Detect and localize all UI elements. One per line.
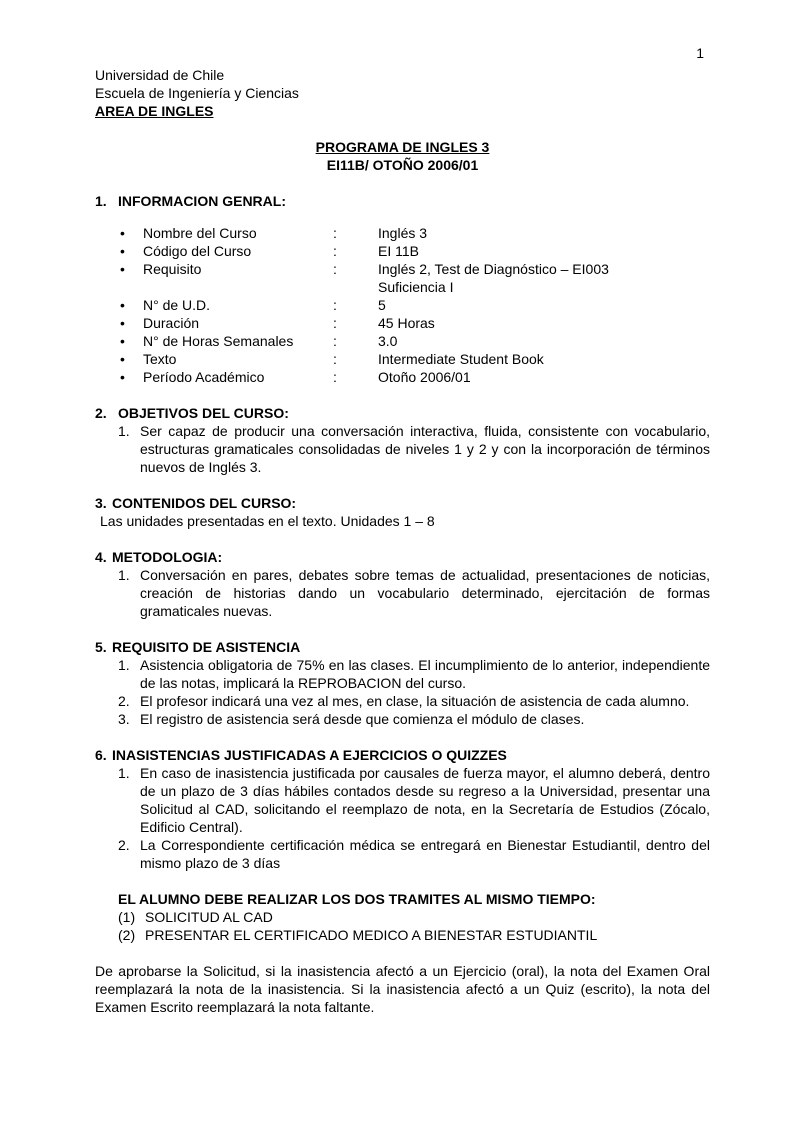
info-value-line1: Inglés 2, Test de Diagnóstico – EI003 [378, 261, 609, 277]
section-heading-text: REQUISITO DE ASISTENCIA [112, 639, 301, 655]
item-number: 1. [118, 765, 130, 781]
section-heading-text: METODOLOGIA: [112, 549, 223, 565]
institution-name: Universidad de Chile [95, 67, 225, 83]
section-requisito-asistencia [95, 638, 710, 728]
section-contenidos [95, 494, 710, 530]
section-heading [95, 404, 710, 422]
section-number: 1. [95, 193, 107, 209]
document-header [95, 66, 710, 120]
document-title [95, 138, 710, 174]
info-label: N° de Horas Semanales [143, 333, 294, 349]
section-number: 3. [95, 495, 107, 511]
school-name: Escuela de Ingeniería y Ciencias [95, 85, 299, 101]
bullet-icon [120, 242, 143, 260]
info-label: N° de U.D. [143, 297, 211, 313]
item-number: 3. [118, 711, 130, 727]
section-number: 4. [95, 549, 107, 565]
info-colon: : [333, 315, 337, 331]
info-label: Nombre del Curso [143, 225, 257, 241]
info-value: Inglés 3 [378, 225, 428, 241]
section-number: 2. [95, 405, 107, 421]
info-colon: : [333, 243, 337, 259]
section-heading-text: INFORMACION GENRAL: [118, 193, 286, 209]
section-items [95, 566, 710, 620]
bullet-icon [120, 314, 143, 332]
list-item [118, 836, 710, 872]
section-items [95, 422, 710, 476]
bullet-icon [120, 350, 143, 368]
list-item [118, 710, 710, 728]
section-number: 5. [95, 639, 107, 655]
section-number: 6. [95, 747, 107, 763]
item-text: En caso de inasistencia justificada por causales de fuerza mayor, el alumno deberá, dentro de un plazo de 3 días hábiles contados desde su regreso a la Universidad, presentar una Solicitud al CAD, solicitando el reemplazo de nota, en la Secretaría de Estudios (Zócalo, Edificio Central). [140, 765, 710, 835]
item-number: 1. [118, 423, 130, 439]
item-text: El registro de asistencia será desde que comienza el módulo de clases. [140, 711, 585, 727]
section-heading [95, 746, 710, 764]
list-item [118, 692, 710, 710]
list-item [118, 656, 710, 692]
item-number: 1. [118, 657, 130, 673]
info-row-nombre [95, 224, 710, 242]
closing-paragraph: De aprobarse la Solicitud, si la inasistencia afectó a un Ejercicio (oral), la nota del Examen Oral reemplazará la nota de la inasistencia. Si la inasistencia afectó a un Quiz (escrito), la nota del Examen Escrito reemplazará la nota faltante. [95, 963, 710, 1015]
section-heading-text: OBJETIVOS DEL CURSO: [118, 405, 289, 421]
info-row-horas-semanales [95, 332, 710, 350]
info-row-ud [95, 296, 710, 314]
item-number: 1. [118, 567, 130, 583]
tramites-block [118, 890, 710, 944]
list-item [118, 566, 710, 620]
info-row-duracion [95, 314, 710, 332]
info-colon: : [333, 261, 337, 277]
page-number: 1 [696, 45, 704, 61]
bullet-icon [120, 260, 143, 296]
item-number: (1) [118, 909, 136, 925]
item-number: 2. [118, 837, 130, 853]
item-text: Conversación en pares, debates sobre temas de actualidad, presentaciones de noticias, creación de historias dando un vocabulario determinado, ejercitación de formas gramaticales nuevas. [140, 567, 710, 619]
info-colon: : [333, 333, 337, 349]
section-heading [95, 638, 710, 656]
info-row-requisito [95, 260, 710, 296]
section-metodologia [95, 548, 710, 620]
item-text: PRESENTAR EL CERTIFICADO MEDICO A BIENESTAR ESTUDIANTIL [145, 927, 598, 943]
tramites-heading: EL ALUMNO DEBE REALIZAR LOS DOS TRAMITES AL MISMO TIEMPO: [118, 891, 596, 907]
info-label: Período Académico [143, 369, 265, 385]
item-number: (2) [118, 927, 136, 943]
section-items [95, 764, 710, 872]
item-text: El profesor indicará una vez al mes, en clase, la situación de asistencia de cada alumno. [140, 693, 690, 709]
info-value: 3.0 [378, 333, 398, 349]
section-inasistencias [95, 746, 710, 872]
info-label: Requisito [143, 261, 202, 277]
info-label: Texto [143, 351, 177, 367]
info-colon: : [333, 297, 337, 313]
info-row-codigo [95, 242, 710, 260]
section-heading [95, 192, 710, 210]
course-code-term: EI11B/ OTOÑO 2006/01 [326, 157, 479, 173]
list-item [118, 422, 710, 476]
bullet-icon [120, 296, 143, 314]
section-body: Las unidades presentadas en el texto. Unidades 1 – 8 [100, 513, 435, 529]
bullet-icon [120, 368, 143, 386]
section-informacion-general [95, 192, 710, 386]
info-label: Código del Curso [143, 243, 252, 259]
item-text: La Correspondiente certificación médica se entregará en Bienestar Estudiantil, dentro del mismo plazo de 3 días [140, 837, 710, 871]
info-value: Otoño 2006/01 [378, 369, 471, 385]
bullet-icon [120, 332, 143, 350]
course-title: PROGRAMA DE INGLES 3 [315, 139, 490, 155]
item-number: 2. [118, 693, 130, 709]
info-value [378, 260, 710, 296]
bullet-icon [120, 224, 143, 242]
info-row-texto [95, 350, 710, 368]
info-value: 45 Horas [378, 315, 435, 331]
info-colon: : [333, 225, 337, 241]
course-info-list [95, 224, 710, 386]
info-label: Duración [143, 315, 200, 331]
info-value: 5 [378, 297, 386, 313]
section-objetivos [95, 404, 710, 476]
tramite-item [118, 908, 710, 926]
info-colon: : [333, 351, 337, 367]
section-heading [95, 548, 710, 566]
tramite-item [118, 926, 710, 944]
section-items [95, 656, 710, 728]
section-heading-text: CONTENIDOS DEL CURSO: [112, 495, 297, 511]
info-row-periodo [95, 368, 710, 386]
section-heading [95, 494, 710, 512]
list-item [118, 764, 710, 836]
item-text: Asistencia obligatoria de 75% en las clases. El incumplimiento de lo anterior, independiente de las notas, implicará la REPROBACION del curso. [140, 657, 710, 691]
info-value-line2: Suficiencia I [378, 279, 454, 295]
info-colon: : [333, 369, 337, 385]
section-heading-text: INASISTENCIAS JUSTIFICADAS A EJERCICIOS O QUIZZES [112, 747, 507, 763]
info-value: EI 11B [378, 243, 419, 259]
area-label: AREA DE INGLES [95, 103, 214, 119]
item-text: SOLICITUD AL CAD [145, 909, 273, 925]
info-value: Intermediate Student Book [378, 351, 544, 367]
item-text: Ser capaz de producir una conversación interactiva, fluida, consistente con vocabulario, estructuras gramaticales consolidadas de niveles 1 y 2 y con la incorporación de términos nuevos de Inglés 3. [140, 423, 710, 475]
